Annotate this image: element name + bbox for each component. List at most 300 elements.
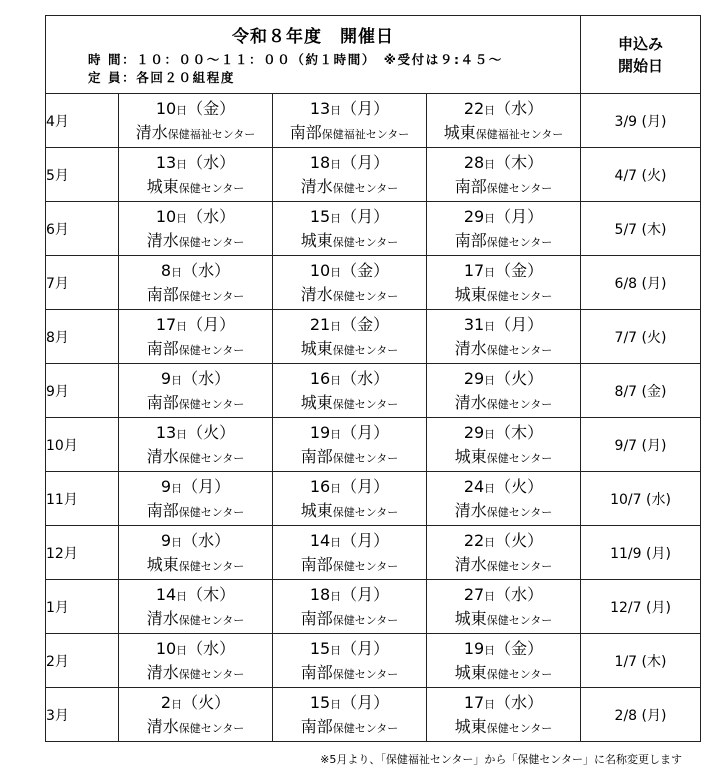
table-row <box>46 364 701 418</box>
session-venue <box>427 555 580 577</box>
session-venue <box>273 123 426 145</box>
month-cell: 4月 <box>46 94 119 148</box>
session-venue <box>427 663 580 685</box>
session-weekday: （金） <box>341 314 390 334</box>
session-weekday: （月） <box>495 314 544 334</box>
month-cell: 6月 <box>46 202 119 256</box>
venue-center: 保健センター <box>486 289 553 303</box>
session-cell <box>273 94 427 148</box>
session-day-unit: 日 <box>176 643 188 657</box>
venue-center: 保健センター <box>486 721 553 735</box>
venue-center: 保健センター <box>486 235 553 249</box>
table-row <box>46 472 701 526</box>
venue-area: 城東 <box>454 284 487 304</box>
session-date <box>427 637 580 663</box>
month-cell: 9月 <box>46 364 119 418</box>
table-row <box>46 148 701 202</box>
session-venue <box>427 717 580 739</box>
session-cell <box>427 418 581 472</box>
session-weekday: （月） <box>187 314 236 334</box>
session-day: 18 <box>309 584 331 604</box>
session-date <box>119 367 272 393</box>
session-venue <box>273 285 426 307</box>
session-day: 31 <box>463 314 485 334</box>
session-day: 29 <box>463 206 485 226</box>
venue-center: 保健センター <box>332 397 399 411</box>
venue-center: 保健センター <box>486 505 553 519</box>
venue-area: 南部 <box>454 176 487 196</box>
venue-area: 城東 <box>146 554 179 574</box>
session-day-unit: 日 <box>176 103 188 117</box>
session-cell <box>427 526 581 580</box>
session-venue <box>273 663 426 685</box>
session-cell <box>119 472 273 526</box>
session-day-unit: 日 <box>330 157 342 171</box>
venue-area: 城東 <box>454 446 487 466</box>
venue-center: 保健センター <box>178 667 245 681</box>
month-cell: 3月 <box>46 688 119 742</box>
session-cell <box>427 688 581 742</box>
session-day: 17 <box>155 314 177 334</box>
header-row <box>46 16 701 94</box>
session-day: 19 <box>309 422 331 442</box>
session-day-unit: 日 <box>330 535 342 549</box>
session-date <box>119 691 272 717</box>
apply-start-date: 8/7 (金) <box>581 364 701 418</box>
session-day-unit: 日 <box>171 481 183 495</box>
session-day: 8 <box>160 260 172 280</box>
session-venue <box>273 609 426 631</box>
venue-area: 清水 <box>146 608 179 628</box>
session-cell <box>119 418 273 472</box>
venue-area: 南部 <box>300 716 333 736</box>
session-cell <box>119 634 273 688</box>
venue-area: 城東 <box>300 392 333 412</box>
session-cell <box>119 364 273 418</box>
apply-start-date: 10/7 (水) <box>581 472 701 526</box>
session-date <box>273 97 426 123</box>
session-day: 18 <box>309 152 331 172</box>
session-weekday: （木） <box>495 152 544 172</box>
session-weekday: （火） <box>495 530 544 550</box>
venue-area: 城東 <box>300 500 333 520</box>
session-weekday: （水） <box>182 260 231 280</box>
session-day-unit: 日 <box>484 643 496 657</box>
venue-center: 保健センター <box>332 181 399 195</box>
session-day-unit: 日 <box>330 103 342 117</box>
session-day: 22 <box>463 530 485 550</box>
session-date <box>119 529 272 555</box>
session-weekday: （木） <box>495 422 544 442</box>
table-row <box>46 418 701 472</box>
month-cell: 8月 <box>46 310 119 364</box>
session-weekday: （水） <box>182 368 231 388</box>
session-cell <box>273 688 427 742</box>
venue-center: 保健センター <box>178 505 245 519</box>
venue-center: 保健センター <box>486 343 553 357</box>
venue-center: 保健センター <box>178 235 245 249</box>
session-cell <box>119 580 273 634</box>
session-day-unit: 日 <box>484 211 496 225</box>
session-day: 13 <box>309 98 331 118</box>
session-day-unit: 日 <box>176 319 188 333</box>
session-day: 16 <box>309 368 331 388</box>
session-date <box>427 529 580 555</box>
session-day: 13 <box>155 152 177 172</box>
session-venue <box>427 231 580 253</box>
session-day-unit: 日 <box>330 697 342 711</box>
table-row <box>46 580 701 634</box>
venue-center: 保健センター <box>178 343 245 357</box>
session-venue <box>119 177 272 199</box>
venue-center: 保健センター <box>178 289 245 303</box>
session-venue <box>427 447 580 469</box>
apply-start-date: 2/8 (月) <box>581 688 701 742</box>
session-venue <box>273 393 426 415</box>
session-weekday: （金） <box>495 638 544 658</box>
session-day-unit: 日 <box>484 157 496 171</box>
session-day-unit: 日 <box>176 589 188 603</box>
session-day-unit: 日 <box>484 535 496 549</box>
session-date <box>273 313 426 339</box>
month-cell: 2月 <box>46 634 119 688</box>
session-day: 10 <box>155 206 177 226</box>
session-cell <box>119 526 273 580</box>
table-row <box>46 526 701 580</box>
session-day-unit: 日 <box>330 481 342 495</box>
session-cell <box>119 310 273 364</box>
session-date <box>119 313 272 339</box>
session-venue <box>119 231 272 253</box>
session-day-unit: 日 <box>330 265 342 279</box>
session-cell <box>427 364 581 418</box>
footnote: ※5月より、「保健福祉センター」から「保健センター」に名称変更します <box>320 753 682 766</box>
venue-center: 保健センター <box>178 451 245 465</box>
session-venue <box>427 393 580 415</box>
venue-center: 保健センター <box>486 559 553 573</box>
venue-center: 保健福祉センター <box>321 127 410 141</box>
session-day: 14 <box>309 530 331 550</box>
venue-area: 城東 <box>454 716 487 736</box>
apply-start-date: 3/9 (月) <box>581 94 701 148</box>
session-day-unit: 日 <box>484 427 496 441</box>
session-date <box>119 475 272 501</box>
session-weekday: （月） <box>495 206 544 226</box>
session-venue <box>273 339 426 361</box>
session-venue <box>273 501 426 523</box>
venue-center: 保健センター <box>486 451 553 465</box>
venue-center: 保健センター <box>178 559 245 573</box>
venue-area: 清水 <box>454 500 487 520</box>
session-date <box>427 151 580 177</box>
session-date <box>119 583 272 609</box>
session-weekday: （月） <box>341 692 390 712</box>
time-info: 時 間：１０：００～１１：００（約１時間） ※受付は９:４５～ <box>88 52 503 67</box>
venue-area: 清水 <box>135 122 168 142</box>
venue-center: 保健センター <box>178 721 245 735</box>
session-venue <box>427 177 580 199</box>
venue-area: 清水 <box>300 176 333 196</box>
capacity-info: 定 員：各回２０組程度 <box>88 70 235 85</box>
session-cell <box>427 634 581 688</box>
venue-center: 保健センター <box>178 613 245 627</box>
venue-center: 保健センター <box>486 613 553 627</box>
table-row <box>46 94 701 148</box>
venue-area: 南部 <box>146 500 179 520</box>
session-date <box>273 583 426 609</box>
session-day-unit: 日 <box>176 427 188 441</box>
session-date <box>427 313 580 339</box>
session-weekday: （火） <box>182 692 231 712</box>
session-day: 2 <box>160 692 172 712</box>
session-weekday: （月） <box>341 476 390 496</box>
session-day: 10 <box>155 98 177 118</box>
session-day: 22 <box>463 98 485 118</box>
venue-area: 清水 <box>146 230 179 250</box>
session-weekday: （火） <box>495 476 544 496</box>
session-day: 9 <box>160 476 172 496</box>
venue-center: 保健センター <box>332 613 399 627</box>
month-cell: 5月 <box>46 148 119 202</box>
session-weekday: （月） <box>341 422 390 442</box>
session-venue <box>119 123 272 145</box>
session-day: 15 <box>309 638 331 658</box>
table-row <box>46 688 701 742</box>
session-cell <box>273 472 427 526</box>
venue-area: 清水 <box>300 284 333 304</box>
venue-area: 城東 <box>300 338 333 358</box>
session-day-unit: 日 <box>484 481 496 495</box>
session-day: 19 <box>463 638 485 658</box>
session-venue <box>427 501 580 523</box>
session-venue <box>119 447 272 469</box>
session-cell <box>427 310 581 364</box>
session-day-unit: 日 <box>484 319 496 333</box>
session-day: 9 <box>160 530 172 550</box>
session-date <box>273 691 426 717</box>
session-day: 27 <box>463 584 485 604</box>
session-weekday: （水） <box>187 152 236 172</box>
venue-area: 南部 <box>300 554 333 574</box>
month-cell: 7月 <box>46 256 119 310</box>
session-venue <box>119 393 272 415</box>
session-weekday: （水） <box>495 98 544 118</box>
session-venue <box>273 447 426 469</box>
session-day-unit: 日 <box>171 535 183 549</box>
venue-area: 南部 <box>146 392 179 412</box>
session-cell <box>119 688 273 742</box>
session-day: 9 <box>160 368 172 388</box>
session-venue <box>273 717 426 739</box>
apply-start-date: 1/7 (木) <box>581 634 701 688</box>
venue-center: 保健センター <box>332 505 399 519</box>
table-row <box>46 256 701 310</box>
session-date <box>119 205 272 231</box>
session-cell <box>273 310 427 364</box>
session-weekday: （水） <box>182 530 231 550</box>
venue-center: 保健センター <box>486 397 553 411</box>
session-venue <box>119 717 272 739</box>
apply-start-date: 6/8 (月) <box>581 256 701 310</box>
session-day-unit: 日 <box>330 427 342 441</box>
session-weekday: （水） <box>341 368 390 388</box>
session-weekday: （月） <box>341 584 390 604</box>
venue-center: 保健センター <box>332 559 399 573</box>
session-date <box>427 475 580 501</box>
venue-area: 清水 <box>454 338 487 358</box>
venue-area: 清水 <box>454 392 487 412</box>
session-venue <box>119 555 272 577</box>
session-day-unit: 日 <box>484 697 496 711</box>
apply-start-date: 5/7 (木) <box>581 202 701 256</box>
venue-center: 保健センター <box>178 397 245 411</box>
session-weekday: （木） <box>187 584 236 604</box>
session-venue <box>119 501 272 523</box>
venue-center: 保健福祉センター <box>167 127 256 141</box>
session-cell <box>119 94 273 148</box>
session-weekday: （金） <box>341 260 390 280</box>
session-cell <box>427 580 581 634</box>
session-date <box>273 529 426 555</box>
venue-area: 城東 <box>300 230 333 250</box>
session-venue <box>119 663 272 685</box>
venue-area: 南部 <box>146 284 179 304</box>
session-day-unit: 日 <box>484 589 496 603</box>
session-cell <box>273 256 427 310</box>
apply-start-date: 7/7 (火) <box>581 310 701 364</box>
month-cell: 11月 <box>46 472 119 526</box>
session-weekday: （水） <box>495 692 544 712</box>
session-cell <box>273 202 427 256</box>
session-cell <box>273 580 427 634</box>
session-day-unit: 日 <box>171 373 183 387</box>
session-day-unit: 日 <box>330 211 342 225</box>
session-cell <box>273 148 427 202</box>
session-cell <box>427 256 581 310</box>
session-date <box>273 205 426 231</box>
session-date <box>427 205 580 231</box>
session-day: 17 <box>463 692 485 712</box>
session-weekday: （金） <box>187 98 236 118</box>
venue-area: 南部 <box>146 338 179 358</box>
session-weekday: （月） <box>341 638 390 658</box>
session-cell <box>427 94 581 148</box>
session-day-unit: 日 <box>330 643 342 657</box>
session-day-unit: 日 <box>171 697 183 711</box>
session-day-unit: 日 <box>484 265 496 279</box>
session-cell <box>427 202 581 256</box>
session-day: 10 <box>309 260 331 280</box>
month-cell: 1月 <box>46 580 119 634</box>
venue-center: 保健福祉センター <box>475 127 564 141</box>
session-date <box>273 259 426 285</box>
session-cell <box>273 634 427 688</box>
session-weekday: （火） <box>495 368 544 388</box>
month-cell: 10月 <box>46 418 119 472</box>
session-date <box>119 421 272 447</box>
session-cell <box>273 364 427 418</box>
title-cell <box>46 16 581 94</box>
session-weekday: （水） <box>187 638 236 658</box>
session-date <box>273 637 426 663</box>
venue-area: 南部 <box>454 230 487 250</box>
venue-center: 保健センター <box>332 343 399 357</box>
venue-area: 城東 <box>454 662 487 682</box>
venue-center: 保健センター <box>332 451 399 465</box>
table-row <box>46 202 701 256</box>
session-weekday: （月） <box>341 98 390 118</box>
session-day-unit: 日 <box>330 589 342 603</box>
session-weekday: （水） <box>187 206 236 226</box>
apply-start-date: 12/7 (月) <box>581 580 701 634</box>
session-cell <box>119 148 273 202</box>
session-venue <box>273 177 426 199</box>
table-row <box>46 634 701 688</box>
session-cell <box>427 472 581 526</box>
session-date <box>273 367 426 393</box>
venue-center: 保健センター <box>332 667 399 681</box>
apply-start-date: 11/9 (月) <box>581 526 701 580</box>
session-date <box>119 637 272 663</box>
session-day-unit: 日 <box>171 265 183 279</box>
apply-start-date: 9/7 (月) <box>581 418 701 472</box>
venue-area: 城東 <box>146 176 179 196</box>
session-day: 16 <box>309 476 331 496</box>
session-cell <box>273 526 427 580</box>
session-weekday: （火） <box>187 422 236 442</box>
venue-center: 保健センター <box>332 289 399 303</box>
session-date <box>273 475 426 501</box>
session-day-unit: 日 <box>330 373 342 387</box>
session-day: 29 <box>463 422 485 442</box>
session-day-unit: 日 <box>484 103 496 117</box>
month-cell: 12月 <box>46 526 119 580</box>
session-day-unit: 日 <box>176 211 188 225</box>
session-cell <box>427 148 581 202</box>
session-date <box>273 421 426 447</box>
session-weekday: （月） <box>341 206 390 226</box>
venue-area: 清水 <box>146 446 179 466</box>
session-cell <box>273 418 427 472</box>
session-venue <box>119 285 272 307</box>
venue-area: 清水 <box>146 662 179 682</box>
session-day: 21 <box>309 314 331 334</box>
session-day: 14 <box>155 584 177 604</box>
session-venue <box>427 123 580 145</box>
session-weekday: （金） <box>495 260 544 280</box>
session-venue <box>427 285 580 307</box>
session-date <box>119 151 272 177</box>
apply-header-line2: 開始日 <box>617 56 663 75</box>
session-venue <box>273 231 426 253</box>
session-day: 15 <box>309 206 331 226</box>
session-date <box>119 259 272 285</box>
venue-area: 南部 <box>289 122 322 142</box>
session-day-unit: 日 <box>330 319 342 333</box>
table-row <box>46 310 701 364</box>
session-date <box>427 583 580 609</box>
session-day: 28 <box>463 152 485 172</box>
session-date <box>119 97 272 123</box>
schedule-table <box>45 15 701 742</box>
session-venue <box>427 609 580 631</box>
session-venue <box>427 339 580 361</box>
session-date <box>427 421 580 447</box>
venue-center: 保健センター <box>486 667 553 681</box>
venue-center: 保健センター <box>332 235 399 249</box>
venue-center: 保健センター <box>486 181 553 195</box>
venue-center: 保健センター <box>178 181 245 195</box>
